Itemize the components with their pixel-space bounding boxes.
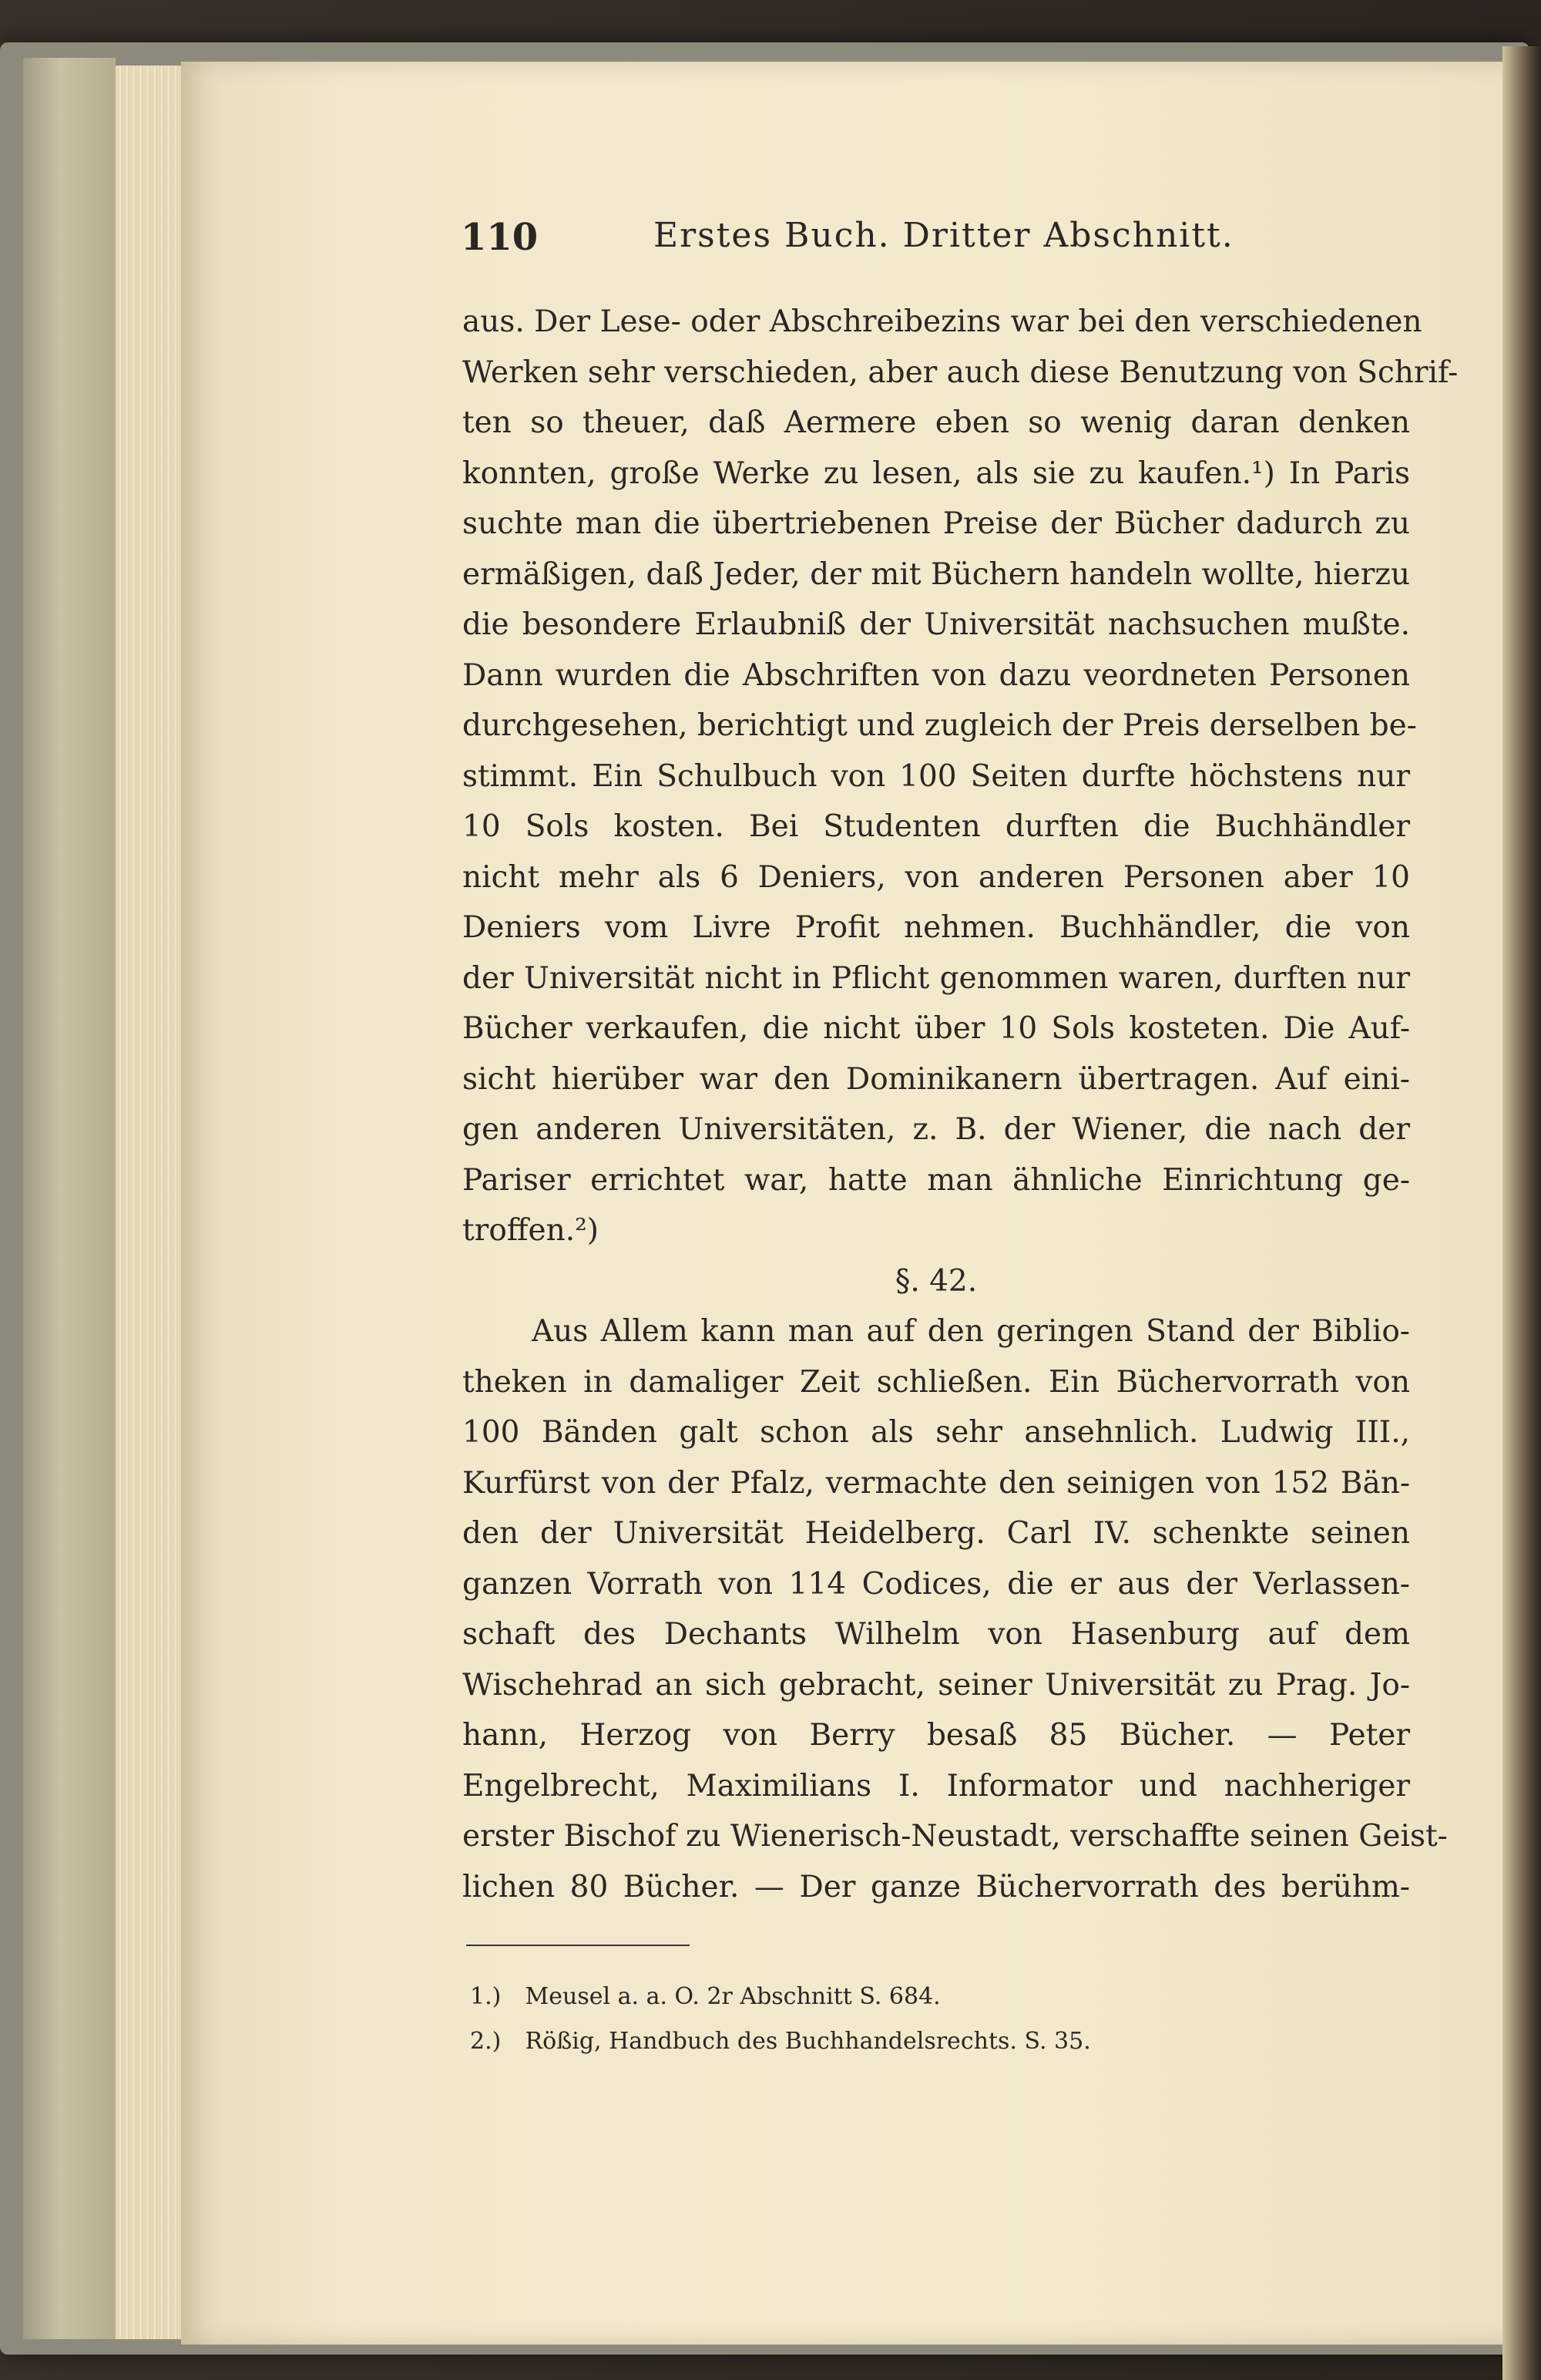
text-line: durchgesehen, berichtigt und zugleich der Preis derselben be- (462, 708, 1417, 743)
text-line: konnten, große Werke zu lesen, als sie zu kaufen.¹) In Paris (462, 455, 1410, 491)
text-line: theken in damaliger Zeit schließen. Ein Büchervorrath von (462, 1364, 1410, 1400)
text-line: Aus Allem kann man auf den geringen Stand der Biblio- (532, 1314, 1410, 1349)
footnote-text: Rößig, Handbuch des Buchhandelsrechts. S. 35. (525, 2028, 1091, 2055)
text-line: erster Bischof zu Wienerisch-Neustadt, verschaffte seinen Geist- (462, 1819, 1448, 1854)
text-line: schaft des Dechants Wilhelm von Hasenburg auf dem (462, 1617, 1410, 1652)
text-line: die besondere Erlaubniß der Universität nachsuchen mußte. (462, 607, 1410, 642)
section-heading: §. 42. (895, 1263, 978, 1299)
footnotes (470, 1975, 1318, 2064)
text-line: ermäßigen, daß Jeder, der mit Büchern handeln wollte, hierzu (462, 556, 1410, 592)
text-line: Pariser errichtet war, hatte man ähnliche Einrichtung ge- (462, 1162, 1410, 1198)
text-line: ganzen Vorrath von 114 Codices, die er aus der Verlassen- (462, 1566, 1410, 1602)
text-line: nicht mehr als 6 Deniers, von anderen Personen aber 10 (462, 859, 1410, 895)
text-line: lichen 80 Bücher. — Der ganze Büchervorrath des berühm- (462, 1869, 1410, 1904)
body-text (462, 297, 1459, 1912)
text-line: Kurfürst von der Pfalz, vermachte den seinigen von 152 Bän- (462, 1465, 1410, 1501)
footnote-rule (466, 1945, 690, 1946)
text-line: Deniers vom Livre Profit nehmen. Buchhändler, die von (462, 910, 1410, 945)
text-line: 10 Sols kosten. Bei Studenten durften die Buchhändler (462, 809, 1410, 844)
page-number: 110 (461, 216, 539, 259)
text-line: troffen.²) (462, 1213, 599, 1248)
footnote (470, 1975, 1318, 2019)
gutter-shadow (1502, 46, 1541, 2380)
text-line: aus. Der Lese- oder Abschreibezins war bei den verschiedenen (462, 304, 1422, 339)
page-edges (116, 66, 185, 2339)
text-line: der Universität nicht in Pflicht genommen waren, durften nur (462, 960, 1410, 996)
text-line: Bücher verkaufen, die nicht über 10 Sols kosteten. Die Auf- (462, 1011, 1410, 1046)
text-line: stimmt. Ein Schulbuch von 100 Seiten durfte höchstens nur (462, 758, 1410, 794)
text-line: suchte man die übertriebenen Preise der Bücher dadurch zu (462, 506, 1410, 541)
text-line: sicht hierüber war den Dominikanern übertragen. Auf eini- (462, 1061, 1410, 1097)
text-line: Werken sehr verschieden, aber auch diese Benutzung von Schrif- (462, 355, 1459, 390)
text-line: hann, Herzog von Berry besaß 85 Bücher. — Peter (462, 1718, 1410, 1753)
footnote-label: 1.) (470, 1983, 502, 2010)
footnote-label: 2.) (470, 2028, 502, 2055)
page-header (461, 216, 1416, 270)
footnote-text: Meusel a. a. O. 2r Abschnitt S. 684. (525, 1983, 941, 2010)
text-line: ten so theuer, daß Aermere eben so wenig daran denken (462, 405, 1410, 440)
running-head: Erstes Buch. Dritter Abschnitt. (653, 216, 1234, 255)
text-line: Engelbrecht, Maximilians I. Informator und nachheriger (462, 1768, 1410, 1803)
footnote (470, 2019, 1318, 2064)
text-line: Dann wurden die Abschriften von dazu veordneten Personen (462, 657, 1410, 693)
text-line: Wischehrad an sich gebracht, seiner Universität zu Prag. Jo- (462, 1667, 1410, 1703)
text-line: den der Universität Heidelberg. Carl IV. schenkte seinen (462, 1516, 1410, 1551)
text-line: 100 Bänden galt schon als sehr ansehnlich. Ludwig III., (462, 1415, 1410, 1450)
cover-edge (23, 58, 116, 2339)
text-line: gen anderen Universitäten, z. B. der Wiener, die nach der (462, 1112, 1410, 1147)
